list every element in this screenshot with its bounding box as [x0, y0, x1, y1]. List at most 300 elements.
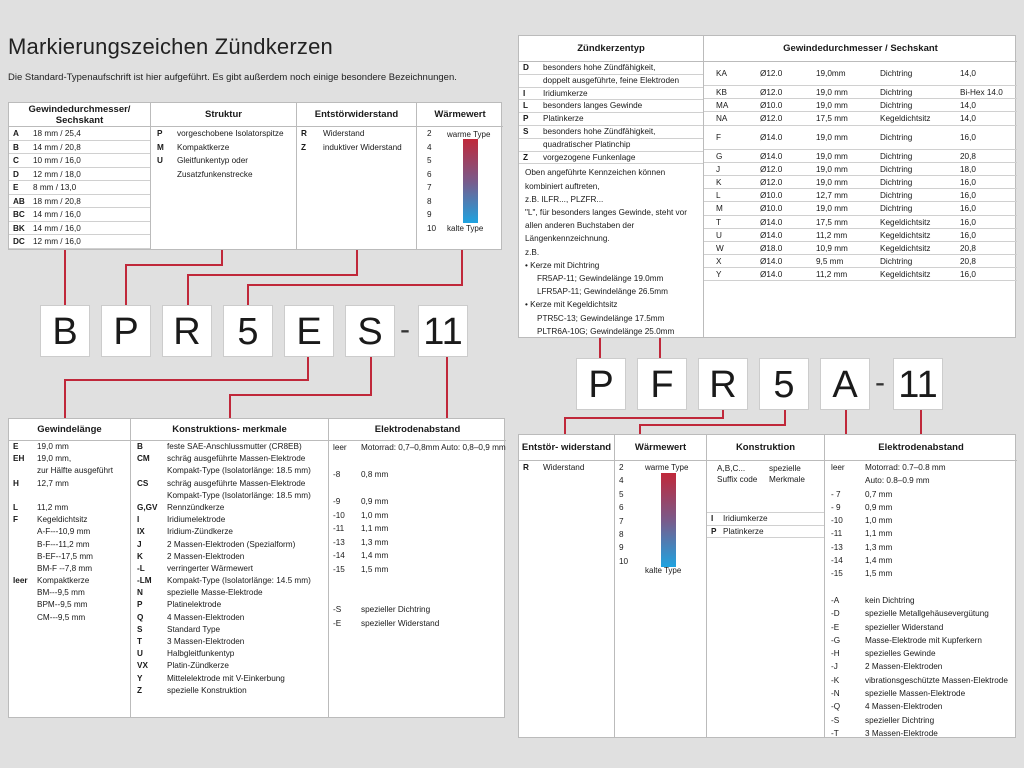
desc: quadratischer Platinchip: [543, 139, 631, 149]
code: E: [13, 442, 19, 451]
code: X: [716, 257, 722, 267]
length: CM---9,5 mm: [37, 612, 86, 622]
note-line: kombiniert auftreten,: [525, 181, 600, 191]
table-row: [519, 88, 703, 101]
gap: 1,1 mm: [361, 524, 389, 533]
table-row: [9, 514, 130, 526]
code: -L: [137, 563, 145, 573]
table-row: [519, 113, 703, 126]
table-row: [9, 195, 150, 209]
table-row: [329, 549, 506, 563]
seal: Dichtring: [880, 69, 913, 78]
code: F: [13, 515, 19, 525]
code: leer: [831, 463, 845, 472]
table-row: [519, 75, 703, 88]
table-row: [9, 465, 130, 477]
table-row: [825, 687, 1017, 700]
size: 14 mm / 16,0: [33, 210, 81, 219]
table-row: [704, 150, 1017, 163]
length: 12,7 mm: [816, 191, 848, 201]
diameter: Ø12.0: [760, 88, 783, 97]
table-row: [519, 461, 614, 475]
code-char-box: A: [820, 358, 870, 410]
code: Q: [137, 612, 144, 622]
desc: Iridium-Zündkerze: [167, 527, 233, 537]
code: T: [137, 637, 143, 646]
kon-suffix-row: [707, 461, 824, 489]
code: IX: [137, 527, 145, 537]
code-dash: -: [400, 313, 410, 346]
connector-ent2: [565, 410, 723, 434]
table-row: [329, 468, 506, 482]
table-row: [825, 674, 1017, 687]
table-row: [825, 474, 1017, 487]
table-row: [9, 502, 130, 514]
seal: Dichtring: [880, 164, 913, 174]
table-row: [519, 100, 703, 113]
length: 19,0 mm: [816, 88, 848, 97]
code: -T: [831, 728, 839, 738]
length: 9,5 mm: [816, 257, 844, 267]
desc: 3 Massen-Elektrode: [865, 728, 938, 738]
table-row: [704, 126, 1017, 150]
desc: 1,1 mm: [865, 529, 893, 539]
note-line: LFR5AP-11; Gewindelänge 26.5mm: [537, 287, 668, 297]
length: 12,7 mm: [37, 478, 69, 488]
code: K: [137, 551, 143, 561]
table-row: [704, 268, 1017, 281]
table-row: [417, 141, 503, 155]
connector-waerm2: [640, 410, 785, 434]
table-row: [131, 551, 328, 563]
table-row: [825, 660, 1017, 673]
code: I: [523, 88, 526, 98]
table-basics: [8, 102, 502, 250]
length: zur Hälfte ausgeführt: [37, 466, 114, 476]
code: G,GV: [137, 502, 158, 512]
code: -S: [333, 605, 342, 614]
code: -14: [333, 551, 345, 560]
table-row: [417, 208, 503, 222]
length: 19,0 mm: [816, 164, 848, 174]
gap: 1,3 mm: [361, 537, 389, 547]
desc: Kompakt-Type (Isolatorlänge: 14.5 mm): [167, 576, 311, 586]
desc: Auto: 0.8–0.9 mm: [865, 476, 930, 486]
code: -10: [831, 516, 843, 526]
desc: spezielle Metallgehäusevergütung: [865, 609, 989, 619]
heat-value: 2: [427, 129, 432, 138]
desc: schräg ausgeführte Massen-Elektrode: [167, 454, 306, 464]
desc: 3 Massen-Elektroden: [167, 637, 245, 646]
length: 19,0 mm: [816, 101, 848, 111]
table-row: [825, 567, 1017, 580]
gap: spezieller Widerstand: [361, 618, 440, 628]
seal: Dichtring: [880, 191, 913, 201]
hex: 16,0: [960, 270, 976, 280]
table-row: [131, 575, 328, 587]
diameter: Ø14.0: [760, 217, 783, 227]
code: BC: [13, 210, 25, 219]
code: P: [711, 526, 717, 536]
code: S: [523, 126, 529, 136]
code: E: [13, 183, 19, 192]
size: 14 mm / 20,8: [33, 142, 81, 152]
code: H: [13, 478, 19, 488]
size: 10 mm / 16,0: [33, 156, 81, 165]
length: BM---9,5 mm: [37, 588, 85, 598]
gap: 1,5 mm: [361, 564, 389, 574]
kalt-label: kalte Type: [447, 224, 484, 233]
hex: 20,8: [960, 257, 976, 267]
heat-value: 7: [619, 516, 624, 526]
code: -15: [333, 564, 345, 574]
table-row: [9, 478, 130, 490]
table-row: [519, 126, 703, 139]
table-row: [131, 539, 328, 551]
code: -Q: [831, 702, 841, 712]
code: -G: [831, 635, 841, 645]
table-lengths: [8, 418, 505, 718]
hex: 16,0: [960, 204, 976, 214]
desc: verringerter Wärmewert: [167, 563, 253, 573]
header-gewindelaenge: Gewindelänge: [9, 419, 130, 441]
table-row: [9, 168, 150, 182]
desc: Widerstand: [323, 129, 365, 138]
hex: 16,0: [960, 177, 976, 187]
desc: spezieller Dichtring: [865, 715, 935, 725]
desc: 4 Massen-Elektroden: [865, 702, 943, 712]
hex: 20,8: [960, 243, 976, 253]
table-row: [9, 453, 130, 465]
table-row: [9, 154, 150, 168]
gap: Motorrad: 0,7–0,8mm Auto: 0,8–0,9 mm: [361, 443, 506, 452]
diameter: Ø18.0: [760, 243, 783, 253]
size: 18 mm / 25,4: [33, 129, 81, 138]
table-row: [704, 112, 1017, 125]
table-row: [825, 621, 1017, 634]
table-row: [825, 700, 1017, 713]
seal: Dichtring: [880, 204, 913, 214]
warm-label-2: warme Type: [645, 463, 689, 472]
table-row: [329, 522, 506, 536]
table-row: [131, 612, 328, 624]
table-row: [704, 176, 1017, 189]
code-suffix-box: 11: [893, 358, 943, 410]
diameter: Ø14.0: [760, 230, 783, 240]
table-row: [131, 441, 328, 453]
table-row: [704, 242, 1017, 255]
code: -13: [333, 537, 345, 547]
table-row: [9, 141, 150, 155]
diameter: Ø12.0: [760, 177, 783, 187]
table-row: [825, 581, 1017, 594]
desc: Standard Type: [167, 624, 221, 634]
diameter: Ø14.0: [760, 151, 783, 161]
code-char-box: B: [40, 305, 90, 357]
table-row: [131, 599, 328, 611]
heat-value: 2: [619, 463, 624, 472]
code: M: [716, 204, 723, 214]
desc: spezielle Konstruktion: [167, 685, 247, 695]
table-row: [131, 490, 328, 502]
code: -H: [831, 649, 840, 659]
length: 19,0 mm: [816, 204, 848, 214]
table-row: [417, 168, 503, 182]
desc: 2 Massen-Elektroden: [865, 662, 943, 672]
header-entstoer-2: Entstör- widerstand: [519, 435, 614, 461]
code: R: [523, 463, 529, 472]
table-row: [151, 154, 296, 168]
heat-value: 8: [427, 196, 432, 206]
header-entstoer: Entstörwiderstand: [297, 103, 416, 127]
header-struktur: Struktur: [151, 103, 296, 127]
table-row: [825, 461, 1017, 474]
code: P: [157, 129, 163, 138]
connector-str: [126, 250, 222, 305]
code-char-box: R: [698, 358, 748, 410]
table-row: [329, 482, 506, 496]
code: -14: [831, 556, 843, 566]
table-row: [825, 488, 1017, 501]
table-row: [704, 99, 1017, 112]
code: N: [137, 588, 143, 598]
table-row: [131, 478, 328, 490]
note-line: Oben angeführte Kennzeichen können: [525, 168, 666, 178]
heat-value: 5: [427, 156, 432, 165]
note-line: allen anderen Buchstaben der: [525, 221, 635, 231]
desc: besonders langes Gewinde: [543, 101, 643, 111]
table-row: [297, 127, 416, 141]
table-row: [417, 181, 503, 195]
desc: doppelt ausgeführte, feine Elektroden: [543, 75, 680, 85]
header-konstruktionsmerkmale: Konstruktions- merkmale: [131, 419, 328, 441]
table-row: [329, 576, 506, 590]
desc: besonders hohe Zündfähigkeit,: [543, 126, 656, 136]
code: -J: [831, 662, 838, 672]
seal: Dichtring: [880, 132, 913, 142]
hex: 14,0: [960, 114, 976, 124]
note-line: • Kerze mit Dichtring: [525, 260, 600, 270]
code: DC: [13, 237, 25, 246]
hex: 14,0: [960, 69, 976, 78]
table-row: [329, 495, 506, 509]
code: -S: [831, 715, 840, 725]
code: U: [137, 649, 143, 659]
kon-merkmale-1: spezielle: [769, 464, 801, 473]
code: F: [716, 132, 722, 142]
table-row: [131, 465, 328, 477]
desc: 1,4 mm: [865, 556, 893, 566]
header-elektrodenabstand: Elektrodenabstand: [329, 419, 506, 441]
table-row: [9, 587, 130, 599]
note-line: Längenkennzeichnung.: [525, 234, 610, 244]
table-row: [704, 62, 1017, 86]
desc: spezielles Gewinde: [865, 649, 936, 659]
heat-value: 8: [619, 529, 624, 539]
desc: Platinkerze: [543, 114, 584, 124]
code: -9: [333, 497, 341, 506]
code: S: [137, 624, 143, 634]
code: KA: [716, 69, 727, 78]
code: -A: [831, 595, 840, 605]
connector-waerm: [248, 250, 462, 305]
code: -N: [831, 689, 840, 699]
desc: vorgezogene Funkenlage: [543, 152, 636, 162]
code: MA: [716, 101, 729, 111]
desc: schräg ausgeführte Massen-Elektrode: [167, 478, 306, 488]
code: P: [137, 600, 143, 610]
code: R: [301, 129, 307, 138]
seal: Kegeldichtsitz: [880, 230, 931, 240]
table-row: [707, 526, 824, 539]
gap: 0,8 mm: [361, 470, 389, 479]
code: G: [716, 151, 723, 161]
table-row: [825, 527, 1017, 540]
table-row: [131, 587, 328, 599]
table-row: [704, 86, 1017, 99]
code: -11: [333, 524, 345, 533]
code: CM: [137, 454, 150, 464]
desc: Iridiumelektrode: [167, 515, 226, 525]
code: VX: [137, 661, 148, 671]
code: BK: [13, 223, 25, 233]
diameter: Ø12.0: [760, 164, 783, 174]
table-row: [131, 673, 328, 685]
table-row: [131, 453, 328, 465]
seal: Kegeldichtsitz: [880, 114, 931, 124]
code: Z: [301, 142, 307, 152]
code: -E: [333, 618, 342, 628]
table-row: [131, 636, 328, 648]
kon-suffix-code: A,B,C...: [717, 464, 746, 473]
table-row: [825, 727, 1017, 740]
table-row: [704, 163, 1017, 176]
desc: 4 Massen-Elektroden: [167, 612, 245, 622]
heat-value: 6: [427, 169, 432, 179]
table-row: [9, 441, 130, 453]
size: 18 mm / 20,8: [33, 196, 81, 206]
seal: Dichtring: [880, 177, 913, 187]
code-char-box: 5: [223, 305, 273, 357]
code: L: [523, 101, 529, 111]
code-char-box: 5: [759, 358, 809, 410]
desc: Kompakt-Type (Isolatorlänge: 18.5 mm): [167, 490, 311, 500]
page-subtitle: Die Standard-Typenaufschrift ist hier aufgeführt. Es gibt außerdem noch einige besondere Bezeichnungen.: [8, 72, 457, 83]
length: A-F---10,9 mm: [37, 527, 91, 537]
header-waermewert: Wärmewert: [417, 103, 503, 127]
table-row: [417, 154, 503, 168]
code: W: [716, 243, 724, 253]
diameter: Ø14.0: [760, 270, 783, 280]
table-types: [518, 35, 1016, 338]
note-line: z.B.: [525, 247, 540, 257]
table-row: [9, 563, 130, 575]
seal: Kegeldichtsitz: [880, 217, 931, 227]
header-zuendkerzentyp: Zündkerzentyp: [519, 36, 703, 62]
code: NA: [716, 114, 728, 124]
table-row: [9, 575, 130, 587]
seal: Dichtring: [880, 151, 913, 161]
length: BPM--9,5 mm: [37, 600, 88, 610]
seal: Dichtring: [880, 88, 913, 97]
page-title: Markierungszeichen Zündkerzen: [8, 34, 333, 59]
header-gewindedurchmesser: Gewindedurchmesser / Sechskant: [704, 36, 1017, 62]
desc: 1,0 mm: [865, 516, 893, 526]
code: KB: [716, 88, 727, 97]
header-elektrodenabstand-2: Elektrodenabstand: [825, 435, 1017, 461]
desc: Platinkerze: [723, 526, 764, 536]
gap: 1,0 mm: [361, 510, 389, 520]
connector-gl: [65, 357, 308, 418]
table-row: [9, 235, 150, 249]
hex: 16,0: [960, 191, 976, 201]
table-row: [151, 141, 296, 155]
code: J: [716, 164, 721, 174]
code-char-box: P: [576, 358, 626, 410]
size: 12 mm / 18,0: [33, 169, 81, 179]
code: Z: [523, 152, 529, 162]
code: EH: [13, 454, 25, 464]
table-row: [707, 513, 824, 526]
hex: 16,0: [960, 217, 976, 227]
table-row: [825, 594, 1017, 607]
heat-gradient: [463, 139, 478, 223]
table-row: [9, 526, 130, 538]
desc: 1,3 mm: [865, 542, 893, 552]
code-char-box: F: [637, 358, 687, 410]
diameter: Ø10.0: [760, 101, 783, 111]
seal: Dichtring: [880, 101, 913, 111]
desc: Iridiumkerze: [723, 514, 768, 523]
table-row: [9, 599, 130, 611]
table-row: [329, 590, 506, 604]
code: U: [157, 156, 163, 165]
seal: Dichtring: [880, 257, 913, 267]
length: 17,5 mm: [816, 217, 848, 227]
table-row: [329, 603, 506, 617]
heat-gradient-2: [661, 473, 676, 567]
length: 19,0 mm: [816, 132, 848, 142]
table-row: [825, 554, 1017, 567]
table-row: [131, 563, 328, 575]
table-row: [151, 127, 296, 141]
connector-ent: [188, 250, 357, 305]
heat-value: 6: [619, 503, 624, 513]
table-row: [825, 514, 1017, 527]
note-line: PTR5C-13; Gewindelänge 17.5mm: [537, 313, 665, 323]
table-row: [704, 216, 1017, 229]
seal: Kegeldichtsitz: [880, 243, 931, 253]
length: 11,2 mm: [37, 502, 69, 512]
length: Kegeldichtsitz: [37, 515, 88, 525]
desc: Rennzündkerze: [167, 502, 225, 512]
code-char-box: E: [284, 305, 334, 357]
table-row: [329, 509, 506, 523]
table-extras: [518, 434, 1016, 738]
code: Z: [137, 685, 143, 695]
code: -K: [831, 675, 840, 685]
desc: Zusatzfunkenstrecke: [177, 169, 253, 179]
table-row: [131, 526, 328, 538]
code: D: [523, 63, 529, 72]
table-row: [704, 229, 1017, 242]
table-row: [9, 127, 150, 141]
code: -15: [831, 569, 843, 579]
length: 19,0 mm,: [37, 454, 72, 464]
diameter: Ø14.0: [760, 257, 783, 267]
code: - 7: [831, 489, 841, 499]
desc: 0,9 mm: [865, 502, 893, 512]
